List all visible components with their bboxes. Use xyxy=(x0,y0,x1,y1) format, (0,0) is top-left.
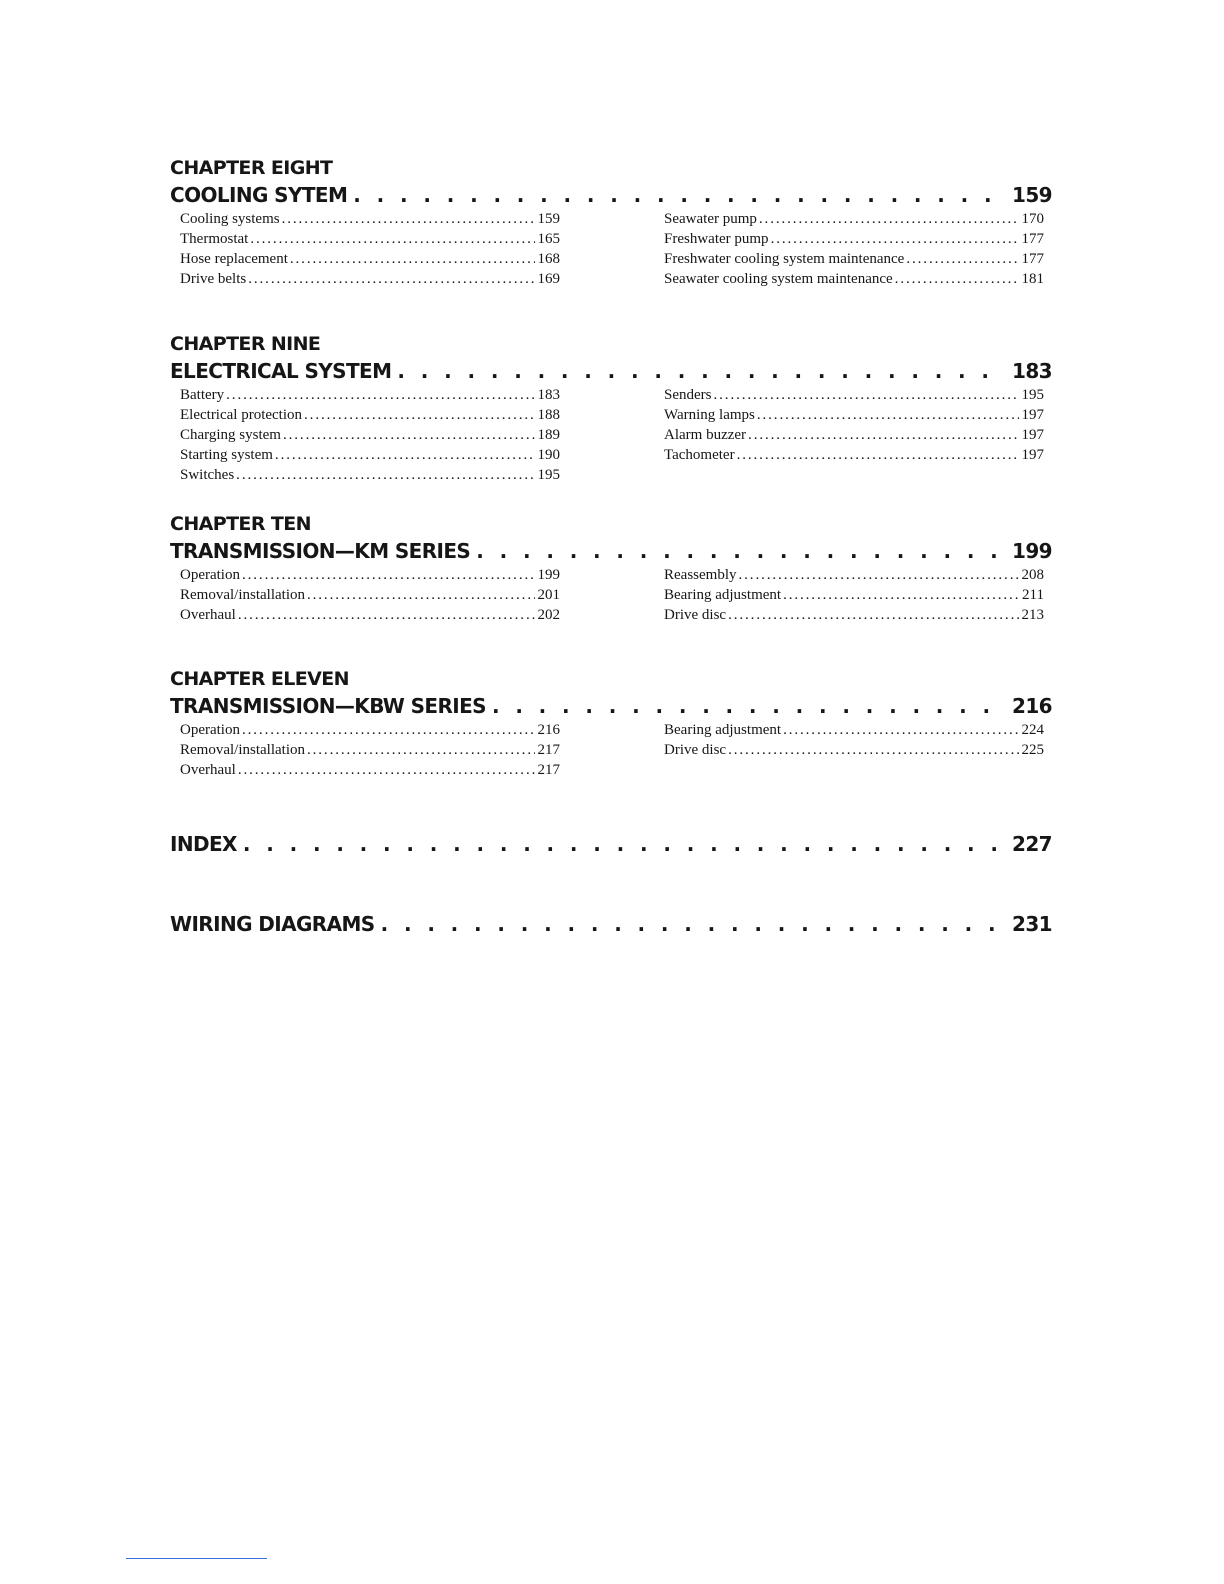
entry-title: Bearing adjustment xyxy=(664,722,782,738)
entry-page: 211 xyxy=(1022,587,1044,603)
entry-title: Overhaul xyxy=(180,762,236,778)
entry-title: Starting system xyxy=(180,447,273,463)
wiring-diagrams-page-number: 231 xyxy=(1012,912,1052,936)
dot-leader xyxy=(243,830,1006,858)
entry-page: 213 xyxy=(1021,607,1044,623)
entry-page: 201 xyxy=(537,587,560,603)
dot-leader xyxy=(242,720,535,740)
dot-leader xyxy=(226,385,534,405)
chapter-label: CHAPTER EIGHT xyxy=(170,157,333,179)
chapter-label: CHAPTER NINE xyxy=(170,333,321,355)
chapter-title: TRANSMISSION—KBW SERIES xyxy=(170,694,486,718)
toc-entry[interactable] xyxy=(664,269,1044,289)
entry-page: 217 xyxy=(537,742,560,758)
entry-page: 169 xyxy=(537,271,560,287)
toc-entry[interactable] xyxy=(664,585,1044,605)
dot-leader xyxy=(236,465,534,485)
entry-title: Drive disc xyxy=(664,607,727,623)
entry-title: Seawater pump xyxy=(664,211,757,227)
toc-entry[interactable] xyxy=(180,269,560,289)
dot-leader xyxy=(771,229,1019,249)
entry-title: Reassembly xyxy=(664,567,737,583)
entry-page: 216 xyxy=(537,722,560,738)
left-column xyxy=(180,720,560,780)
dot-leader xyxy=(759,209,1019,229)
entry-page: 168 xyxy=(537,251,560,267)
entry-title: Seawater cooling system maintenance xyxy=(664,271,893,287)
toc-entry[interactable] xyxy=(664,229,1044,249)
toc-entry[interactable] xyxy=(664,740,1044,760)
toc-entry[interactable] xyxy=(180,565,560,585)
chapter-eleven xyxy=(170,666,1052,820)
chapter-title: ELECTRICAL SYSTEM xyxy=(170,359,392,383)
chapter-title-row[interactable] xyxy=(170,181,1052,209)
entry-page: 189 xyxy=(537,427,560,443)
entry-title: Warning lamps xyxy=(664,407,755,423)
entry-title: Hose replacement xyxy=(180,251,288,267)
toc-entry[interactable] xyxy=(180,229,560,249)
chapter-page-number: 183 xyxy=(1012,359,1052,383)
dot-leader xyxy=(304,405,534,425)
dot-leader xyxy=(381,910,1006,938)
dot-leader xyxy=(757,405,1019,425)
entry-page: 190 xyxy=(537,447,560,463)
dot-leader xyxy=(282,209,535,229)
toc-entry[interactable] xyxy=(664,565,1044,585)
left-column xyxy=(180,209,560,289)
dot-leader xyxy=(728,605,1018,625)
toc-entry[interactable] xyxy=(664,720,1044,740)
entry-page: 195 xyxy=(1021,387,1044,403)
section-columns xyxy=(170,565,1052,665)
dot-leader xyxy=(476,537,1006,565)
toc-entry[interactable] xyxy=(664,249,1044,269)
dot-leader xyxy=(248,269,534,289)
toc-entry[interactable] xyxy=(180,405,560,425)
chapter-page-number: 159 xyxy=(1012,183,1052,207)
index-row[interactable] xyxy=(170,830,1052,858)
right-column xyxy=(664,209,1044,289)
entry-title: Cooling systems xyxy=(180,211,280,227)
toc-entry[interactable] xyxy=(180,249,560,269)
wiring-diagrams-section xyxy=(170,910,1052,938)
entry-title: Overhaul xyxy=(180,607,236,623)
section-columns xyxy=(170,209,1052,309)
toc-entry[interactable] xyxy=(180,385,560,405)
dot-leader xyxy=(748,425,1018,445)
right-column xyxy=(664,385,1044,465)
entry-page: 224 xyxy=(1021,722,1044,738)
entry-page: 225 xyxy=(1021,742,1044,758)
entry-title: Drive disc xyxy=(664,742,727,758)
dot-leader xyxy=(895,269,1019,289)
entry-title: Tachometer xyxy=(664,447,735,463)
dot-leader xyxy=(783,585,1019,605)
entry-page: 195 xyxy=(537,467,560,483)
entry-title: Senders xyxy=(664,387,712,403)
entry-page: 208 xyxy=(1021,567,1044,583)
chapter-label: CHAPTER ELEVEN xyxy=(170,668,349,690)
toc-entry[interactable] xyxy=(664,209,1044,229)
right-column xyxy=(664,720,1044,760)
right-column xyxy=(664,565,1044,625)
entry-title: Removal/installation xyxy=(180,587,305,603)
toc-entry[interactable] xyxy=(180,605,560,625)
index-section xyxy=(170,830,1052,858)
toc-entry[interactable] xyxy=(180,740,560,760)
dot-leader xyxy=(307,740,535,760)
toc-entry[interactable] xyxy=(664,605,1044,625)
toc-entry[interactable] xyxy=(664,385,1044,405)
entry-title: Removal/installation xyxy=(180,742,305,758)
dot-leader xyxy=(737,445,1019,465)
left-column xyxy=(180,565,560,625)
chapter-page-number: 216 xyxy=(1012,694,1052,718)
dot-leader xyxy=(783,720,1018,740)
entry-page: 183 xyxy=(537,387,560,403)
toc-entry[interactable] xyxy=(664,445,1044,465)
chapter-nine xyxy=(170,331,1052,485)
entry-page: 177 xyxy=(1021,231,1044,247)
entry-title: Electrical protection xyxy=(180,407,303,423)
index-title: INDEX xyxy=(170,832,237,856)
toc-entry[interactable] xyxy=(180,585,560,605)
entry-page: 170 xyxy=(1021,211,1044,227)
section-columns xyxy=(170,720,1052,820)
entry-page: 177 xyxy=(1021,251,1044,267)
entry-page: 197 xyxy=(1021,427,1044,443)
chapter-title: TRANSMISSION—KM SERIES xyxy=(170,539,471,563)
entry-page: 181 xyxy=(1021,271,1044,287)
wiring-diagrams-title: WIRING DIAGRAMS xyxy=(170,912,375,936)
entry-page: 197 xyxy=(1021,447,1044,463)
left-column xyxy=(180,385,560,485)
toc-entry[interactable] xyxy=(180,465,560,485)
toc-entry[interactable] xyxy=(664,425,1044,445)
dot-leader xyxy=(397,357,1006,385)
dot-leader xyxy=(238,605,535,625)
dot-leader xyxy=(307,585,535,605)
entry-title: Freshwater cooling system maintenance xyxy=(664,251,905,267)
chapter-ten xyxy=(170,511,1052,665)
entry-title: Drive belts xyxy=(180,271,247,287)
entry-page: 159 xyxy=(537,211,560,227)
chapter-eight xyxy=(170,155,1052,309)
dot-leader xyxy=(238,760,535,780)
dot-leader xyxy=(290,249,535,269)
dot-leader xyxy=(739,565,1019,585)
footer-rule xyxy=(126,1558,267,1559)
entry-title: Thermostat xyxy=(180,231,249,247)
entry-title: Freshwater pump xyxy=(664,231,769,247)
dot-leader xyxy=(353,181,1006,209)
chapter-label: CHAPTER TEN xyxy=(170,513,311,535)
wiring-diagrams-row[interactable] xyxy=(170,910,1052,938)
entry-page: 217 xyxy=(537,762,560,778)
entry-title: Operation xyxy=(180,722,240,738)
dot-leader xyxy=(492,692,1006,720)
dot-leader xyxy=(283,425,535,445)
toc-entry[interactable] xyxy=(180,445,560,465)
entry-title: Bearing adjustment xyxy=(664,587,782,603)
chapter-page-number: 199 xyxy=(1012,539,1052,563)
entry-title: Charging system xyxy=(180,427,281,443)
entry-page: 197 xyxy=(1021,407,1044,423)
dot-leader xyxy=(906,249,1018,269)
dot-leader xyxy=(714,385,1019,405)
entry-page: 202 xyxy=(537,607,560,623)
chapter-title: COOLING SYTEM xyxy=(170,183,348,207)
toc-entry[interactable] xyxy=(180,425,560,445)
chapter-title-row[interactable] xyxy=(170,537,1052,565)
entry-title: Switches xyxy=(180,467,235,483)
toc-entry[interactable] xyxy=(664,405,1044,425)
entry-page: 199 xyxy=(537,567,560,583)
entry-title: Battery xyxy=(180,387,225,403)
toc-entry[interactable] xyxy=(180,209,560,229)
entry-title: Alarm buzzer xyxy=(664,427,747,443)
dot-leader xyxy=(250,229,534,249)
section-columns xyxy=(170,385,1052,485)
chapter-title-row[interactable] xyxy=(170,692,1052,720)
entry-title: Operation xyxy=(180,567,240,583)
dot-leader xyxy=(275,445,535,465)
dot-leader xyxy=(728,740,1018,760)
entry-page: 188 xyxy=(537,407,560,423)
dot-leader xyxy=(242,565,535,585)
index-page-number: 227 xyxy=(1012,832,1052,856)
toc-entry[interactable] xyxy=(180,760,560,780)
entry-page: 165 xyxy=(537,231,560,247)
chapter-title-row[interactable] xyxy=(170,357,1052,385)
toc-entry[interactable] xyxy=(180,720,560,740)
